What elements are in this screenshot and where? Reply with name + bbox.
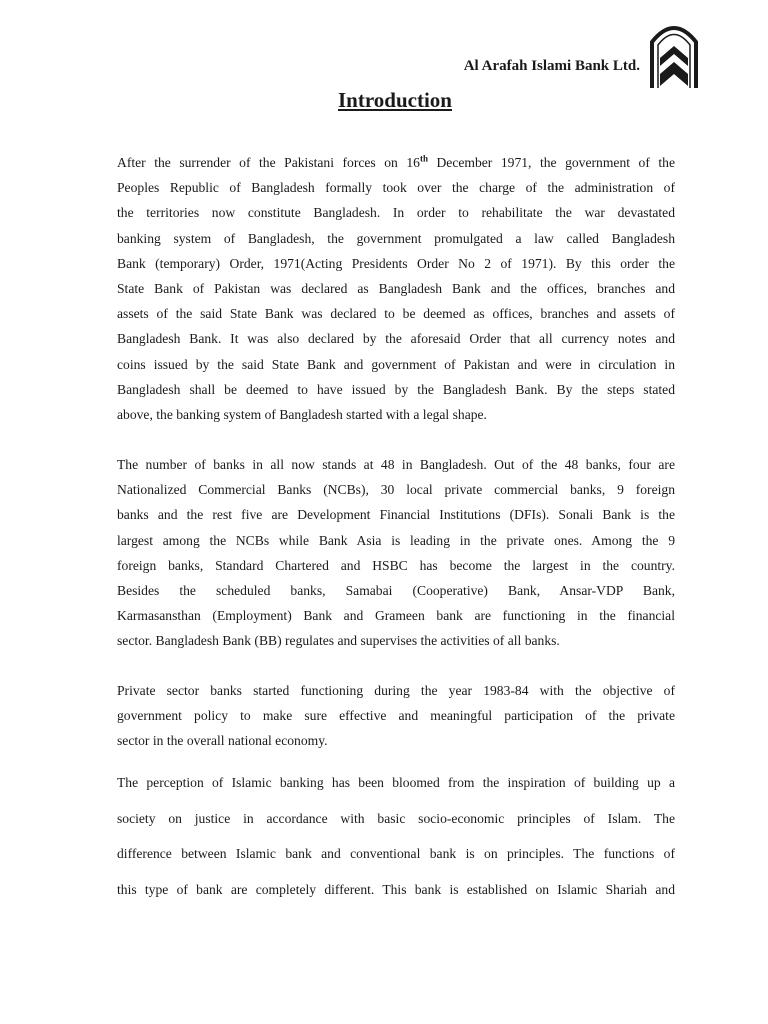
paragraph-line: banking system of Bangladesh, the government promulgated a law called Bangladesh — [117, 230, 675, 246]
paragraph-line: foreign banks, Standard Chartered and HSBC has become the largest in the country. — [117, 557, 675, 573]
paragraph-line: this type of bank are completely different. This bank is established on Islamic Shariah and — [117, 881, 675, 897]
paragraph-line: society on justice in accordance with basic socio-economic principles of Islam. The — [117, 810, 675, 826]
paragraph-line: Private sector banks started functioning during the year 1983-84 with the objective of — [117, 683, 675, 698]
paragraph-line: difference between Islamic bank and conventional bank is on principles. The functions of — [117, 846, 675, 861]
paragraph-line: Bank (temporary) Order, 1971(Acting Presidents Order No 2 of 1971). By this order the — [117, 255, 675, 271]
paragraph-line: The number of banks in all now stands at 48 in Bangladesh. Out of the 48 banks, four are — [117, 457, 675, 472]
bank-name-header: Al Arafah Islami Bank Ltd. — [463, 58, 640, 74]
paragraph-bank-count — [117, 452, 675, 654]
paragraph-line: largest among the NCBs while Bank Asia is leading in the private ones. Among the 9 — [117, 532, 675, 548]
paragraph-line: assets of the said State Bank was declared to be deemed as offices, branches and assets of — [117, 306, 675, 322]
paragraph-islamic-banking — [117, 765, 675, 907]
paragraph-line: sector in the overall national economy. — [117, 733, 328, 749]
paragraph-line: Besides the scheduled banks, Samabai (Cooperative) Bank, Ansar-VDP Bank, — [117, 583, 675, 599]
paragraph-line: coins issued by the said State Bank and government of Pakistan and were in circulation in — [117, 356, 675, 372]
paragraph-line: Bangladesh Bank. It was also declared by the aforesaid Order that all currency notes and — [117, 331, 675, 347]
paragraph-line: above, the banking system of Bangladesh started with a legal shape. — [117, 407, 487, 423]
paragraph-line: government policy to make sure effective and meaningful participation of the private — [117, 708, 675, 724]
paragraph-line: The perception of Islamic banking has been bloomed from the inspiration of building up a — [117, 775, 675, 790]
paragraph-line: Peoples Republic of Bangladesh formally took over the charge of the administration of — [117, 180, 675, 196]
paragraph-history — [117, 150, 675, 427]
paragraph-line: the territories now constitute Bangladesh. In order to rehabilitate the war devastated — [117, 205, 675, 221]
paragraph-line: Nationalized Commercial Banks (NCBs), 30 local private commercial banks, 9 foreign — [117, 482, 675, 498]
paragraph-line: sector. Bangladesh Bank (BB) regulates and supervises the activities of all banks. — [117, 633, 560, 649]
page-title: Introduction — [338, 88, 452, 112]
paragraph-line: Bangladesh shall be deemed to have issued by the Bangladesh Bank. By the steps stated — [117, 381, 675, 397]
paragraph-line: Karmasansthan (Employment) Bank and Grameen bank are functioning in the financial — [117, 608, 675, 624]
paragraph-line: State Bank of Pakistan was declared as Bangladesh Bank and the offices, branches and — [117, 281, 675, 297]
bank-arch-logo-icon — [648, 20, 700, 90]
paragraph-line: After the surrender of the Pakistani forces on 16th December 1971, the government of the — [117, 153, 675, 170]
paragraph-line: banks and the rest five are Development Financial Institutions (DFIs). Sonali Bank is the — [117, 507, 675, 523]
paragraph-private-sector — [117, 678, 675, 754]
